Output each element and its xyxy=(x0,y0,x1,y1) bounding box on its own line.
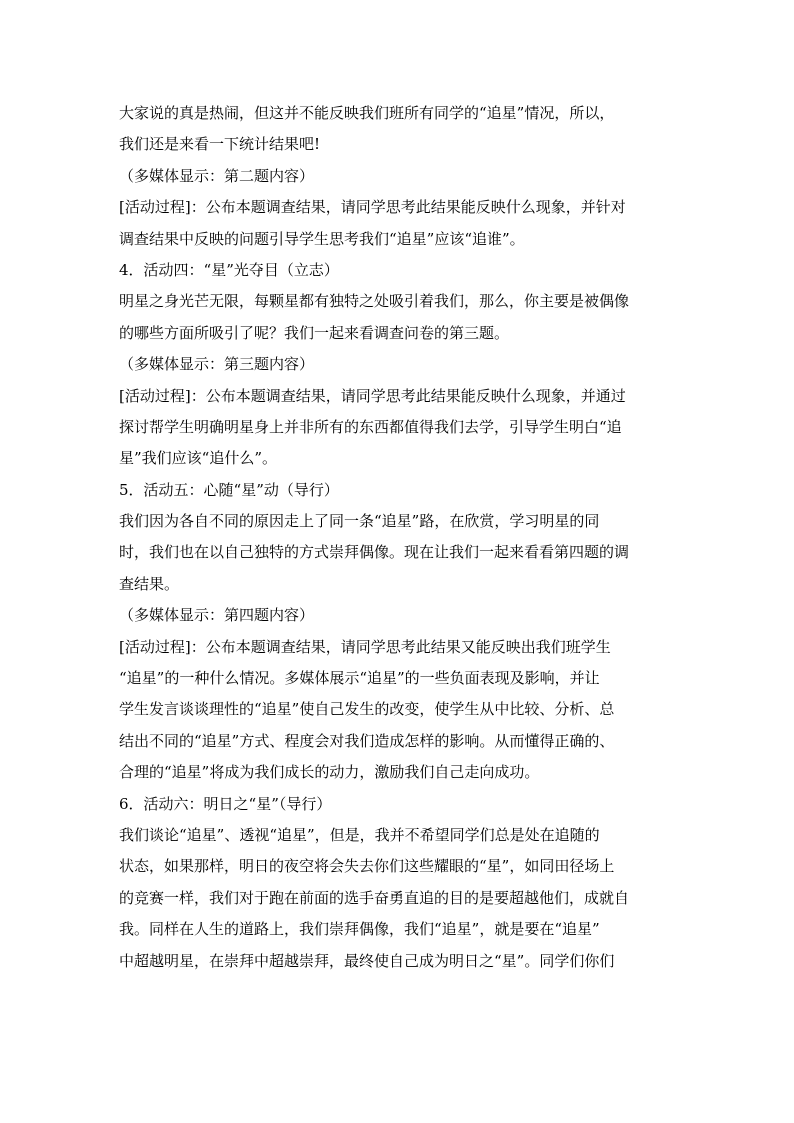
text-line: 学生发言谈谈理性的“追星”使自己发生的改变，使学生从中比较、分析、总 xyxy=(119,700,615,719)
text-line: [活动过程]：公布本题调查结果，请同学思考此结果能反映什么现象，并通过 xyxy=(119,386,626,405)
document-body xyxy=(119,98,667,977)
text-line: 我们谈论“追星”、透视“追星”，但是，我并不希望同学们总是处在追随的 xyxy=(119,825,600,844)
text-line: 大家说的真是热闹，但这并不能反映我们班所有同学的“追星”情况，所以， xyxy=(119,104,615,122)
text-line: 结出不同的“追星”方式、程度会对我们造成怎样的影响。从而懂得正确的、 xyxy=(119,731,615,750)
text-line: [活动过程]：公布本题调查结果，请同学思考此结果能反映什么现象，并针对 xyxy=(119,198,626,217)
text-line: 时，我们也在以自己独特的方式崇拜偶像。现在让我们一起来看看第四题的调 xyxy=(119,543,630,562)
text-line: 合理的“追星”将成为我们成长的动力，激励我们自己走向成功。 xyxy=(119,763,540,782)
section-heading: 5．活动五：心随“星”动（导行） xyxy=(119,480,339,499)
text-line: 的竞赛一样，我们对于跑在前面的选手奋勇直追的目的是要超越他们，成就自 xyxy=(119,888,630,907)
text-line: （多媒体显示：第四题内容） xyxy=(119,606,315,625)
text-line: [活动过程]：公布本题调查结果，请同学思考此结果又能反映出我们班学生 xyxy=(119,637,611,656)
text-line: 状态，如果那样，明日的夜空将会失去你们这些耀眼的“星”，如同田径场上 xyxy=(119,857,615,876)
text-line: 我。同样在人生的道路上，我们崇拜偶像，我们“追星”，就是要在“追星” xyxy=(119,920,600,939)
text-line: 星”我们应该“追什么”。 xyxy=(119,449,278,468)
text-line: 我们因为各自不同的原因走上了同一条“追星”路，在欣赏，学习明星的同 xyxy=(119,512,600,531)
text-line: 调查结果中反映的问题引导学生思考我们“追星”应该“追谁”。 xyxy=(119,229,525,248)
text-line: （多媒体显示：第二题内容） xyxy=(119,166,315,185)
text-line: 探讨帮学生明确明星身上并非所有的东西都值得我们去学，引导学生明白“追 xyxy=(119,417,622,436)
text-line: 我们还是来看一下统计结果吧! xyxy=(119,135,321,154)
text-line: 的哪些方面所吸引了呢？我们一起来看调查问卷的第三题。 xyxy=(119,323,510,342)
text-line: （多媒体显示：第三题内容） xyxy=(119,355,315,374)
text-line: 中超越明星，在崇拜中超越崇拜，最终使自己成为明日之“星”。同学们你们 xyxy=(119,951,615,970)
text-line: 明星之身光芒无限，每颗星都有独特之处吸引着我们，那么，你主要是被偶像 xyxy=(119,292,630,311)
section-heading: 6．活动六：明日之“星”（导行） xyxy=(119,794,332,813)
section-heading: 4．活动四：“星”光夺目（立志） xyxy=(119,260,339,279)
text-line: 查结果。 xyxy=(119,574,180,593)
text-line: “追星”的一种什么情况。多媒体展示“追星”的一些负面表现及影响，并让 xyxy=(119,669,600,688)
